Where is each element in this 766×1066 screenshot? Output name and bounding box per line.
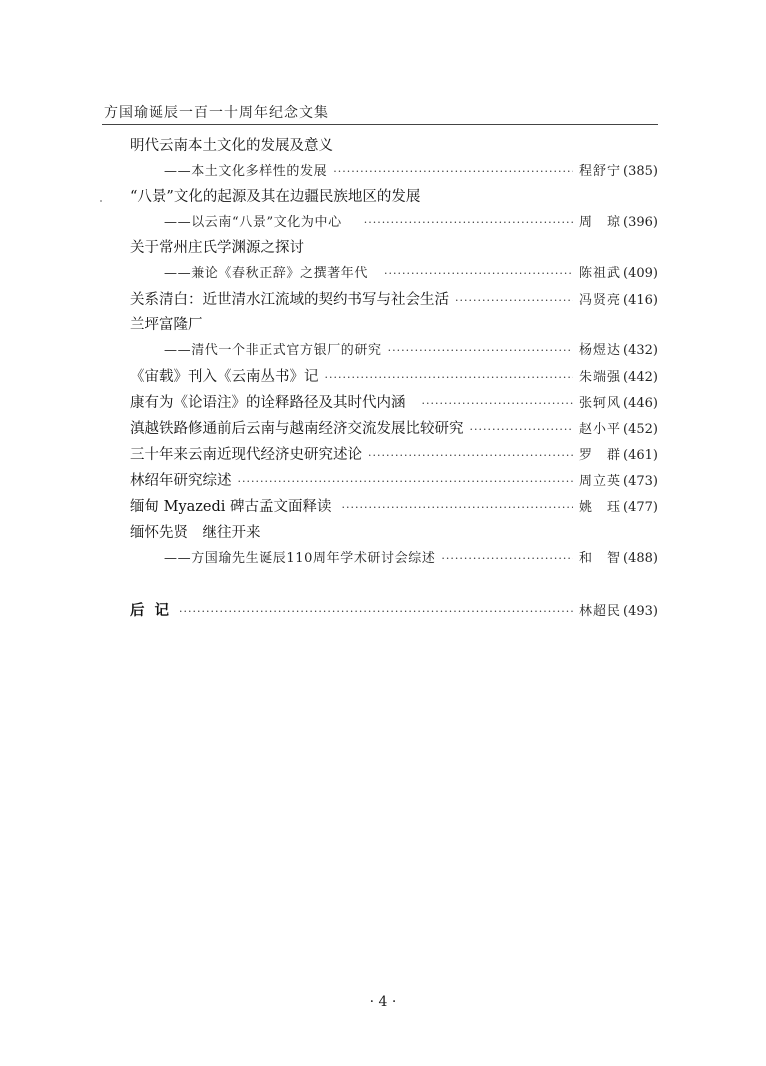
toc-entry[interactable] [164,548,658,570]
toc-title: 滇越铁路修通前后云南与越南经济交流发展比较研究 [130,421,464,437]
toc-subtitle: ——兼论《春秋正辞》之撰著年代 [164,266,369,281]
toc-entry[interactable] [130,470,658,492]
toc-author: 罗 群 [579,448,622,463]
toc-postscript-entry[interactable] [130,600,658,622]
toc-author: 姚 珏 [579,500,622,515]
toc-entry[interactable] [164,340,658,362]
toc-title: 关系清白：近世清水江流域的契约书写与社会生活 [130,292,449,308]
toc-page-number: (461) [623,448,658,463]
dot-leader [388,340,573,362]
dot-leader [384,263,573,285]
dot-leader [325,367,574,389]
dot-leader [470,419,574,441]
toc-title: 缅甸 Myazedi 碑古孟文面释读 [130,499,332,515]
toc-page-number: (385) [623,164,658,179]
toc-page-number: (477) [623,500,658,515]
toc-page-number: (446) [623,396,658,411]
toc-heading: 明代云南本土文化的发展及意义 [130,138,333,154]
toc-author: 林超民 [579,604,622,619]
toc-entry[interactable] [130,418,658,440]
toc-author: 陈祖武 [579,266,622,281]
toc-title: 康有为《论语注》的诠释路径及其时代内涵 [130,395,406,411]
toc-page-number: (473) [623,474,658,489]
toc-page-number: (493) [623,604,658,619]
toc-title: 《宙载》刊入《云南丛书》记 [130,369,319,385]
dot-leader [179,601,573,623]
toc-entry[interactable] [164,263,658,285]
toc-author: 冯贤亮 [579,293,622,308]
toc-page-number: (416) [623,293,658,308]
dot-leader [238,471,574,493]
dot-leader [333,161,573,183]
dot-leader [342,497,573,519]
toc-author: 朱端强 [579,370,622,385]
toc-entry[interactable] [130,289,658,311]
toc-entry[interactable] [130,496,658,518]
toc-author: 周立英 [579,474,622,489]
toc-heading: 缅怀先贤 继往开来 [130,525,261,541]
toc-entry[interactable] [164,161,658,183]
toc-subtitle: ——方国瑜先生诞辰110周年学术研讨会综述 [164,551,436,566]
dot-leader [364,212,573,234]
toc-page-number: (432) [623,343,658,358]
toc-author: 和 智 [579,551,622,566]
dot-leader [441,548,573,570]
stray-mark [100,200,102,202]
toc-heading: 关于常州庄氏学渊源之探讨 [130,240,304,256]
toc-entry[interactable] [130,444,658,466]
toc-author: 杨煜达 [579,343,622,358]
toc-heading: “八景”文化的起源及其在边疆民族地区的发展 [130,189,421,205]
toc-title: 三十年来云南近现代经济史研究述论 [130,447,362,463]
toc-author: 赵小平 [579,422,622,437]
toc-page-number: (452) [623,422,658,437]
toc-title: 林绍年研究综述 [130,473,232,489]
postscript-title: 后记 [130,602,179,619]
toc-subtitle: ——清代一个非正式官方银厂的研究 [164,343,382,358]
toc-page-number: (396) [623,215,658,230]
toc-subtitle: ——本土文化多样性的发展 [164,164,328,179]
toc-author: 张轲风 [579,396,622,411]
toc-page-number: (488) [623,551,658,566]
toc-heading: 兰坪富隆厂 [130,317,203,333]
dot-leader [368,445,573,467]
toc-page-number: (409) [623,266,658,281]
header-rule [102,124,658,125]
toc-entry[interactable] [164,212,658,234]
dot-leader [455,290,573,312]
toc-entry[interactable] [130,392,658,414]
toc-subtitle: ——以云南“八景”文化为中心 [164,215,342,230]
running-header: 方国瑜诞辰一百一十周年纪念文集 [104,105,329,121]
toc-author: 程舒宁 [579,164,622,179]
toc-entry[interactable] [130,366,658,388]
page-number-folio: · 4 · [369,994,397,1010]
toc-page-number: (442) [623,370,658,385]
dot-leader [422,393,574,415]
toc-author: 周 琼 [579,215,622,230]
